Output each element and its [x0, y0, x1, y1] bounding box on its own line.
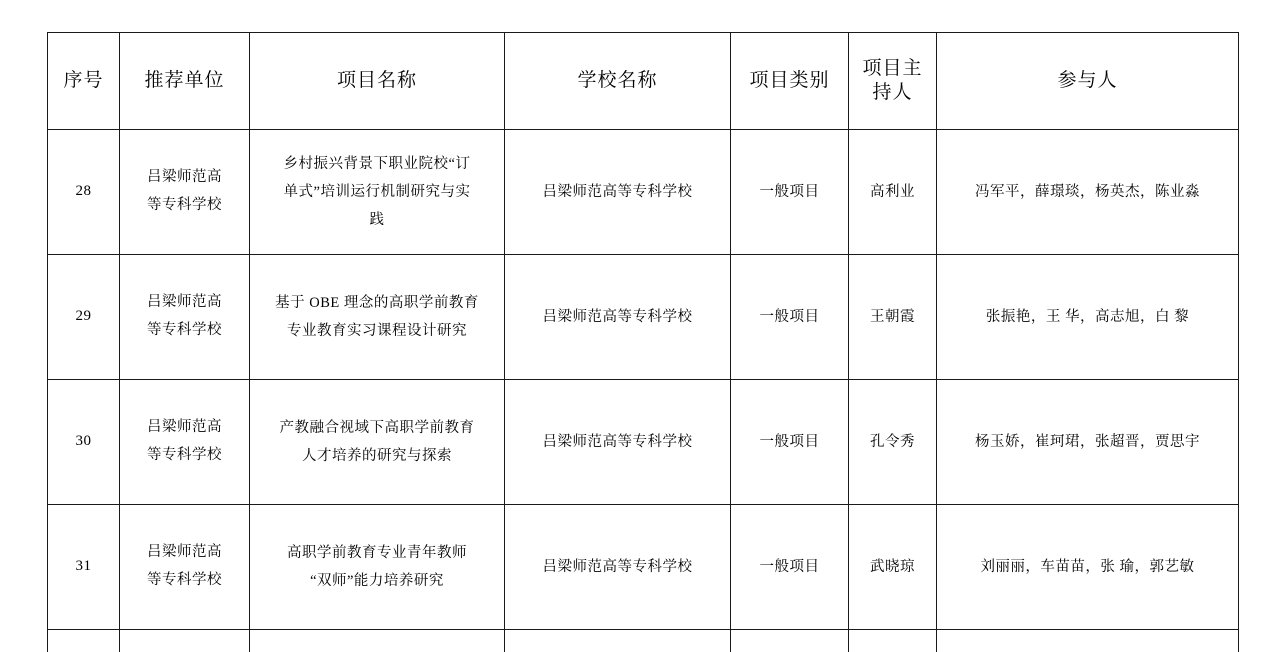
- project-list-table: [47, 32, 1239, 652]
- cell-project-partial: [250, 630, 505, 652]
- cell-project-line2: 单式”培训运行机制研究与实: [256, 178, 498, 206]
- cell-members-partial: [937, 630, 1239, 652]
- cell-members: 杨玉娇，崔珂珺，张超晋，贾思宇: [937, 380, 1239, 505]
- cell-leader-partial: [849, 630, 937, 652]
- cell-project: [250, 505, 505, 630]
- cell-no: 29: [48, 255, 120, 380]
- column-header-leader-line2: 持人: [855, 81, 930, 105]
- cell-project-line2: 专业教育实习课程设计研究: [256, 317, 498, 345]
- column-header-members: 参与人: [937, 33, 1239, 130]
- cell-project: [250, 380, 505, 505]
- column-header-unit: 推荐单位: [120, 33, 250, 130]
- cell-unit-partial: [120, 630, 250, 652]
- cell-leader: 武晓琼: [849, 505, 937, 630]
- table-row: [48, 380, 1239, 505]
- table-row: [48, 130, 1239, 255]
- column-header-leader: [849, 33, 937, 130]
- cell-unit-line1: 吕梁师范高: [126, 164, 243, 192]
- cell-unit: [120, 255, 250, 380]
- cell-unit-line2: 等专科学校: [126, 567, 243, 595]
- cell-school-partial: [505, 630, 731, 652]
- cell-project-line3: 践: [256, 206, 498, 234]
- cell-unit-line2: 等专科学校: [126, 192, 243, 220]
- cell-no: 31: [48, 505, 120, 630]
- column-header-school: 学校名称: [505, 33, 731, 130]
- cell-leader: 高利业: [849, 130, 937, 255]
- cell-leader: 王朝霞: [849, 255, 937, 380]
- table-container: [47, 32, 1238, 652]
- cell-school: 吕梁师范高等专科学校: [505, 130, 731, 255]
- cell-unit: [120, 380, 250, 505]
- cell-type: 一般项目: [731, 130, 849, 255]
- cell-project-line1: 产教融合视域下高职学前教育: [256, 414, 498, 442]
- cell-unit-line2: 等专科学校: [126, 317, 243, 345]
- column-header-project: 项目名称: [250, 33, 505, 130]
- cell-members: 冯军平，薛璟琰，杨英杰，陈业淼: [937, 130, 1239, 255]
- table-body: [48, 130, 1239, 652]
- cell-type-partial: [731, 630, 849, 652]
- cell-type: 一般项目: [731, 380, 849, 505]
- cell-no: 28: [48, 130, 120, 255]
- table-header-row: [48, 33, 1239, 130]
- cell-type: 一般项目: [731, 255, 849, 380]
- column-header-no: 序号: [48, 33, 120, 130]
- table-row: [48, 505, 1239, 630]
- cell-members: 张振艳，王 华，高志旭，白 黎: [937, 255, 1239, 380]
- cell-no-partial: [48, 630, 120, 652]
- table-header: [48, 33, 1239, 130]
- column-header-type: 项目类别: [731, 33, 849, 130]
- cell-project: [250, 130, 505, 255]
- cell-school: 吕梁师范高等专科学校: [505, 255, 731, 380]
- cell-project-line1: 基于 OBE 理念的高职学前教育: [256, 289, 498, 317]
- cell-unit-line1: 吕梁师范高: [126, 539, 243, 567]
- cell-unit-line1: 吕梁师范高: [126, 414, 243, 442]
- cell-school: 吕梁师范高等专科学校: [505, 505, 731, 630]
- cell-unit-line1: 吕梁师范高: [126, 289, 243, 317]
- column-header-leader-line1: 项目主: [855, 57, 930, 81]
- table-row: [48, 255, 1239, 380]
- table-row-partial: [48, 630, 1239, 652]
- cell-leader: 孔令秀: [849, 380, 937, 505]
- cell-unit: [120, 505, 250, 630]
- cell-school: 吕梁师范高等专科学校: [505, 380, 731, 505]
- cell-no: 30: [48, 380, 120, 505]
- cell-project: [250, 255, 505, 380]
- cell-project-line2: “双师”能力培养研究: [256, 567, 498, 595]
- cell-unit: [120, 130, 250, 255]
- cell-project-line1: 高职学前教育专业青年教师: [256, 539, 498, 567]
- cell-type: 一般项目: [731, 505, 849, 630]
- cell-unit-line2: 等专科学校: [126, 442, 243, 470]
- cell-project-line2: 人才培养的研究与探索: [256, 442, 498, 470]
- cell-project-line1: 乡村振兴背景下职业院校“订: [256, 150, 498, 178]
- cell-members: 刘丽丽，车苗苗，张 瑜，郭艺敏: [937, 505, 1239, 630]
